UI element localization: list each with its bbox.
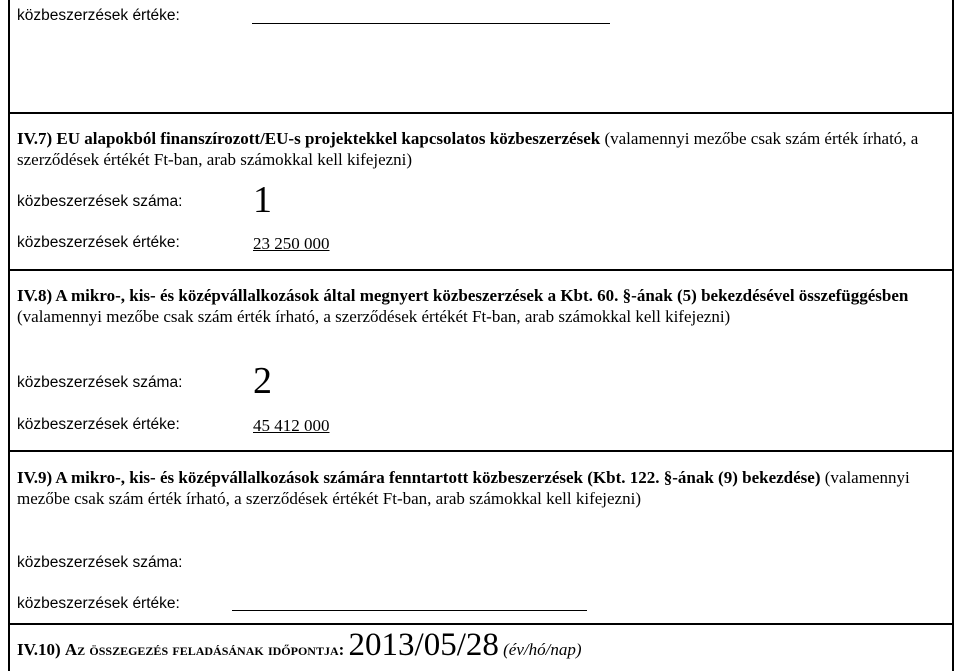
iv10-date[interactable]: 2013/05/28 bbox=[348, 627, 499, 663]
iv10-row bbox=[17, 628, 582, 667]
iv7-heading-title: IV.7) EU alapokból finanszírozott/EU-s projektekkel kapcsolatos közbeszerzések bbox=[17, 129, 601, 148]
iv7-count-label: közbeszerzések száma: bbox=[17, 193, 183, 210]
iv7-value-label: közbeszerzések értéke: bbox=[17, 234, 180, 251]
iv8-count-value[interactable]: 2 bbox=[253, 360, 272, 402]
iv9-heading bbox=[17, 467, 942, 509]
iv9-count-label: közbeszerzések száma: bbox=[17, 554, 183, 571]
section-divider-vertical bbox=[952, 269, 954, 271]
section-divider bbox=[8, 269, 954, 271]
iv9-value-label: közbeszerzések értéke: bbox=[17, 595, 180, 612]
iv10-label: Az összegezés feladásának időpontja: bbox=[64, 640, 345, 659]
iv8-count-label: közbeszerzések száma: bbox=[17, 374, 183, 391]
iv9-value-field[interactable] bbox=[232, 610, 587, 611]
iv10-format: (év/hó/nap) bbox=[503, 640, 582, 659]
iv8-value-label: közbeszerzések értéke: bbox=[17, 416, 180, 433]
section-divider bbox=[8, 450, 954, 452]
iv8-heading-title: IV.8) A mikro-, kis- és középvállalkozások által megnyert közbeszerzések a Kbt. 60. §-ának (5) bekezdésével összefüggésben bbox=[17, 286, 909, 305]
iv7-value[interactable]: 23 250 000 bbox=[253, 234, 330, 253]
top-value-field[interactable] bbox=[252, 23, 610, 24]
iv7-heading-note: (valamennyi mezőbe csak szám érték írható, a szerződések értékét Ft-ban, arab számokkal kell kifejezni) bbox=[17, 129, 919, 169]
iv8-heading bbox=[17, 285, 942, 327]
iv8-heading-note: (valamennyi mezőbe csak szám érték írható, a szerződések értékét Ft-ban, arab számokkal kell kifejezni) bbox=[17, 307, 731, 326]
iv10-prefix: IV.10) bbox=[17, 640, 61, 659]
section-divider bbox=[8, 112, 954, 114]
iv9-heading-title: IV.9) A mikro-, kis- és középvállalkozások számára fenntartott közbeszerzések (Kbt. 122. §-ának (9) bekezdése) bbox=[17, 468, 821, 487]
iv8-value[interactable]: 45 412 000 bbox=[253, 416, 330, 435]
iv7-heading bbox=[17, 128, 942, 170]
top-value-label: közbeszerzések értéke: bbox=[17, 7, 180, 24]
iv9-heading-note: (valamennyi mezőbe csak szám érték írható, a szerződések értékét Ft-ban, arab számokkal kell kifejezni) bbox=[17, 468, 910, 508]
section-divider bbox=[8, 623, 954, 625]
iv7-count-value[interactable]: 1 bbox=[253, 179, 272, 221]
